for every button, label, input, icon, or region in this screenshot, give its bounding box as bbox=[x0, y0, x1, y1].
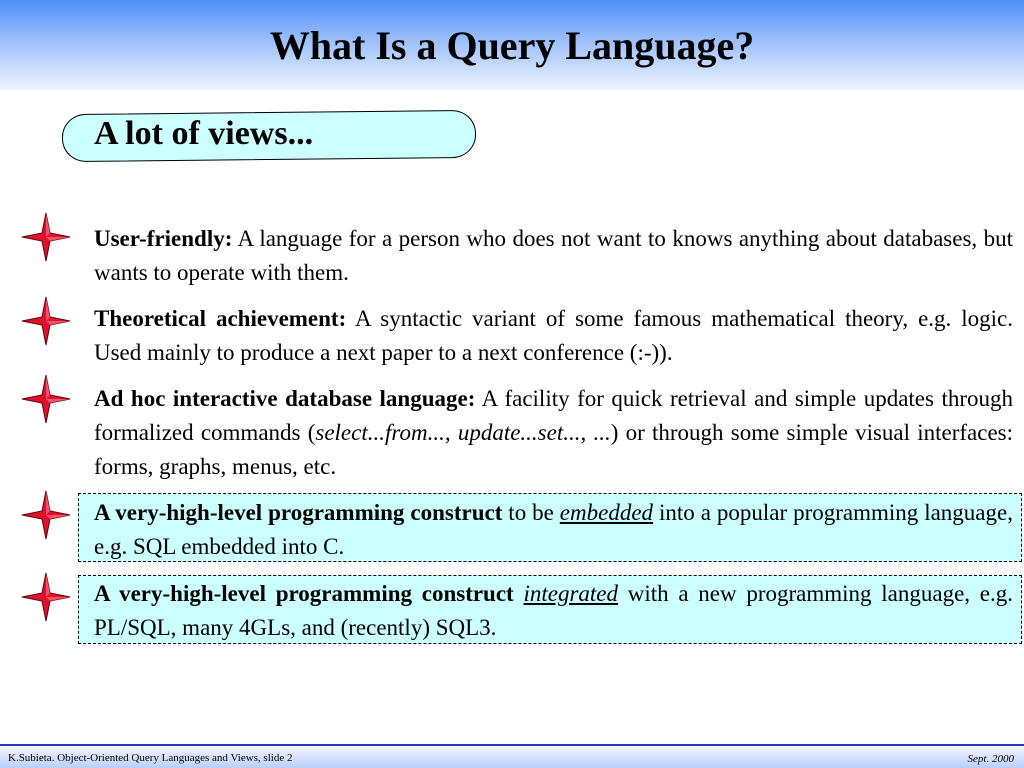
slide-title: What Is a Query Language? bbox=[269, 23, 755, 68]
example-update: update...set... bbox=[457, 420, 581, 445]
footer-date: Sept. 2000 bbox=[967, 753, 1014, 765]
bullet-item-embedded bbox=[94, 496, 1013, 564]
bullet-item-ad-hoc bbox=[94, 382, 1013, 484]
four-point-star-icon bbox=[20, 211, 72, 263]
separator: , bbox=[444, 420, 458, 445]
item-text-end: with a new programming language, e.g. PL/SQL, many 4GLs, and (recently) SQL3. bbox=[94, 581, 1013, 640]
bullet-item-user-friendly bbox=[94, 222, 1013, 290]
emphasis-embedded: embedded bbox=[559, 500, 654, 525]
item-heading: A very-high-level programming construct bbox=[94, 500, 503, 525]
item-heading: Theoretical achievement: bbox=[94, 306, 347, 331]
item-text-end: into a popular programming language, e.g. SQL embedded into C. bbox=[94, 500, 1013, 559]
footer-credit: K.Subieta. Object-Oriented Query Languages and Views, slide 2 bbox=[8, 752, 293, 764]
example-ellipsis: ... bbox=[593, 420, 611, 445]
item-text: A language for a person who does not want to knows anything about databases, but wants to operate with them. bbox=[94, 226, 1013, 285]
item-heading: Ad hoc interactive database language: bbox=[94, 386, 476, 411]
item-text-end: ) or through some simple visual interfaces: forms, graphs, menus, etc. bbox=[94, 420, 1014, 479]
four-point-star-icon bbox=[20, 295, 72, 347]
item-text bbox=[514, 581, 524, 606]
four-point-star-icon bbox=[20, 489, 72, 541]
separator: , bbox=[580, 420, 594, 445]
four-point-star-icon bbox=[20, 373, 72, 425]
bullet-item-theoretical bbox=[94, 302, 1013, 370]
callout-text: A lot of views... bbox=[94, 115, 314, 152]
item-heading: User-friendly: bbox=[94, 226, 233, 251]
bullet-item-integrated bbox=[94, 577, 1013, 645]
four-point-star-icon bbox=[20, 571, 72, 623]
item-text: A syntactic variant of some famous mathematical theory, e.g. logic. Used mainly to produce a next paper to a next conference (:-)). bbox=[94, 306, 1014, 365]
emphasis-integrated: integrated bbox=[523, 581, 618, 606]
item-text: A facility for quick retrieval and simple updates through formalized commands ( bbox=[94, 386, 1013, 445]
item-text: to be bbox=[502, 500, 560, 525]
item-heading: A very-high-level programming construct bbox=[94, 581, 514, 606]
example-select: select...from... bbox=[315, 420, 445, 445]
